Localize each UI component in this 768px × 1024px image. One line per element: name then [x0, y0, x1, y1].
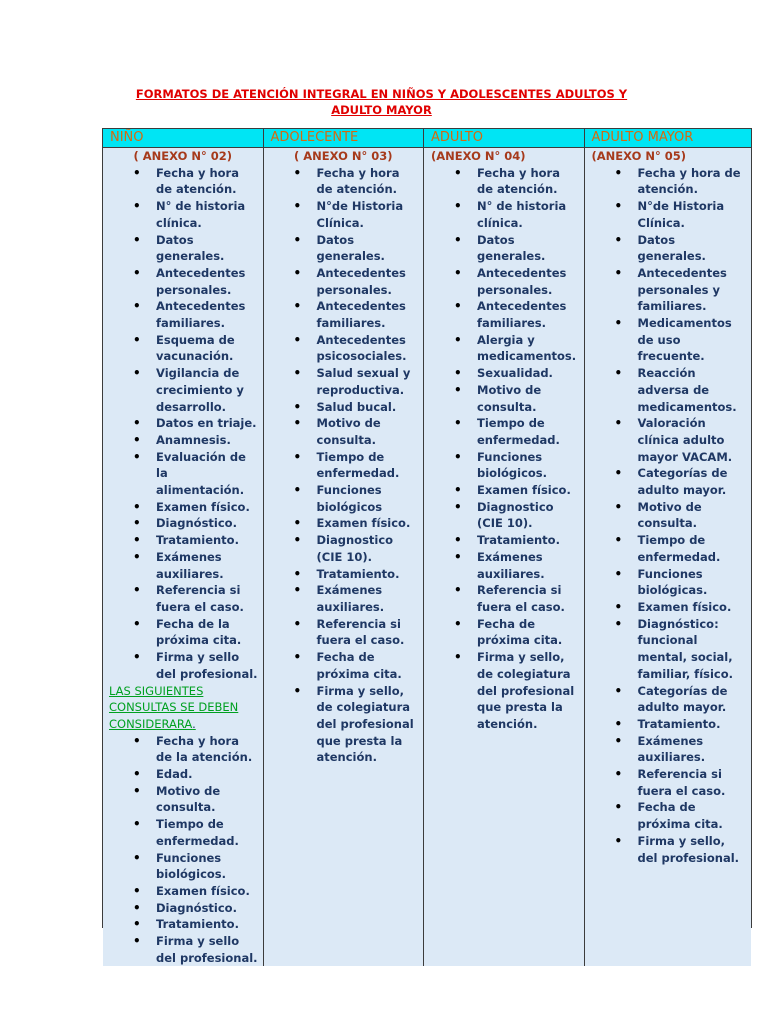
list-item: • Funciones biológicos.	[424, 449, 584, 482]
list-item: • Examen físico.	[585, 599, 751, 616]
list-item: • Antecedentes familiares.	[264, 298, 424, 331]
requirements-list	[264, 165, 424, 766]
list-item: • Alergia y medicamentos.	[424, 332, 584, 365]
list-item: • Fecha de la próxima cita.	[103, 616, 263, 649]
list-item: • Tratamiento.	[424, 532, 584, 549]
list-item: • Exámenes auxiliares.	[103, 549, 263, 582]
list-item: • Antecedentes familiares.	[424, 298, 584, 331]
list-item: • Diagnóstico.	[103, 900, 263, 917]
list-item: • Diagnóstico.	[103, 515, 263, 532]
list-item: • Fecha de próxima cita.	[264, 649, 424, 682]
column-adulto-mayor	[585, 148, 751, 966]
anexo-label: ( ANEXO N° 02)	[133, 149, 232, 163]
requirements-list	[424, 165, 584, 733]
list-item: • Reacción adversa de medicamentos.	[585, 365, 751, 415]
requirements-list	[103, 165, 263, 683]
list-item: • Tratamiento.	[585, 716, 751, 733]
list-item: • Exámenes auxiliares.	[264, 582, 424, 615]
list-item: • N° de historia clínica.	[424, 198, 584, 231]
title-line-1: FORMATOS DE ATENCIÓN INTEGRAL EN NIÑOS Y ADOLESCENTES ADULTOS Y	[135, 87, 628, 101]
list-item: • Tratamiento.	[103, 916, 263, 933]
column-nino	[103, 148, 264, 966]
list-item: • Exámenes auxiliares.	[424, 549, 584, 582]
list-item: • Edad.	[103, 766, 263, 783]
list-item: • Tiempo de enfermedad.	[424, 415, 584, 448]
list-item: • Datos generales.	[264, 232, 424, 265]
list-item: • Valoración clínica adulto mayor VACAM.	[585, 415, 751, 465]
list-item: • Fecha y hora de la atención.	[103, 733, 263, 766]
list-item: • Fecha y hora de atención.	[103, 165, 263, 198]
list-item: • Salud sexual y reproductiva.	[264, 365, 424, 398]
list-item: • Fecha y hora de atención.	[264, 165, 424, 198]
list-item: • Esquema de vacunación.	[103, 332, 263, 365]
list-item: • Motivo de consulta.	[585, 499, 751, 532]
formats-table	[102, 128, 752, 965]
list-item: • Tratamiento.	[103, 532, 263, 549]
list-item: • Referencia si fuera el caso.	[424, 582, 584, 615]
list-item: • Evaluación de la alimentación.	[103, 449, 263, 499]
list-item: • Tratamiento.	[264, 566, 424, 583]
list-item: • Diagnostico (CIE 10).	[424, 499, 584, 532]
list-item: • Motivo de consulta.	[264, 415, 424, 448]
list-item: • Antecedentes familiares.	[103, 298, 263, 331]
list-item: • Examen físico.	[264, 515, 424, 532]
header-adolecente: ADOLECENTE	[264, 129, 425, 147]
list-item: • Antecedentes psicosociales.	[264, 332, 424, 365]
list-item: • Funciones biológicos	[264, 482, 424, 515]
list-item: • Funciones biológicos.	[103, 850, 263, 883]
list-item: • Tiempo de enfermedad.	[585, 532, 751, 565]
list-item: • Firma y sello, del profesional.	[585, 833, 751, 866]
header-adulto: ADULTO	[424, 129, 585, 147]
list-item: • Firma y sello, de colegiatura del profesional que presta la atención.	[424, 649, 584, 733]
anexo-label: ( ANEXO N° 03)	[293, 149, 393, 163]
list-item: • Motivo de consulta.	[424, 382, 584, 415]
list-item: • Categorías de adulto mayor.	[585, 465, 751, 498]
list-item: • Antecedentes personales.	[103, 265, 263, 298]
list-item: • Medicamentos de uso frecuente.	[585, 315, 751, 365]
header-nino: NIÑO	[103, 129, 264, 147]
header-adulto-mayor: ADULTO MAYOR	[591, 130, 694, 145]
anexo-label: (ANEXO N° 04)	[431, 149, 526, 163]
note-label: LAS SIGUIENTES CONSULTAS SE DEBEN CONSIDERARA	[109, 683, 239, 731]
list-item: • Referencia si fuera el caso.	[585, 766, 751, 799]
list-item: • Fecha y hora de atención.	[424, 165, 584, 198]
list-item: • Motivo de consulta.	[103, 783, 263, 816]
list-item: • Tiempo de enfermedad.	[103, 816, 263, 849]
list-item: • Salud bucal.	[264, 399, 424, 416]
list-item: • Datos en triaje.	[103, 415, 263, 432]
list-item: • Examen físico.	[103, 499, 263, 516]
list-item: • Referencia si fuera el caso.	[103, 582, 263, 615]
list-item: • Fecha de próxima cita.	[424, 616, 584, 649]
list-item: • Referencia si fuera el caso.	[264, 616, 424, 649]
column-adulto	[424, 148, 585, 966]
list-item: • Datos generales.	[585, 232, 751, 265]
list-item: • Sexualidad.	[424, 365, 584, 382]
list-item: • Datos generales.	[103, 232, 263, 265]
consultation-list	[103, 733, 263, 967]
column-adolecente	[264, 148, 425, 966]
list-item: • Exámenes auxiliares.	[585, 733, 751, 766]
list-item: • Categorías de adulto mayor.	[585, 683, 751, 716]
list-item: • N°de Historia Clínica.	[264, 198, 424, 231]
document-title	[100, 86, 663, 118]
anexo-label: (ANEXO N° 05)	[591, 149, 687, 163]
list-item: • Funciones biológicas.	[585, 566, 751, 599]
list-item: • Diagnóstico: funcional mental, social, familiar, físico.	[585, 616, 751, 683]
list-item: • Datos generales.	[424, 232, 584, 265]
list-item: • Vigilancia de crecimiento y desarrollo.	[103, 365, 263, 415]
list-item: • Anamnesis.	[103, 432, 263, 449]
list-item: • Fecha de próxima cita.	[585, 799, 751, 832]
title-line-2: ADULTO MAYOR	[331, 103, 432, 117]
list-item: • Diagnostico (CIE 10).	[264, 532, 424, 565]
list-item: • Firma y sello, de colegiatura del profesional que presta la atención.	[264, 683, 424, 767]
list-item: • Antecedentes personales.	[264, 265, 424, 298]
table-header-row	[103, 129, 751, 148]
list-item: • Antecedentes personales y familiares.	[585, 265, 751, 315]
list-item: • Fecha y hora de atención.	[585, 165, 751, 198]
note-text	[103, 683, 263, 733]
table-body-row	[103, 148, 751, 966]
list-item: • Examen físico.	[424, 482, 584, 499]
list-item: • Tiempo de enfermedad.	[264, 449, 424, 482]
list-item: • Antecedentes personales.	[424, 265, 584, 298]
list-item: • Examen físico.	[103, 883, 263, 900]
note-period: .	[192, 716, 196, 731]
list-item: • N°de Historia Clínica.	[585, 198, 751, 231]
list-item: • N° de historia clínica.	[103, 198, 263, 231]
list-item: • Firma y sello del profesional.	[103, 933, 263, 966]
list-item: • Firma y sello del profesional.	[103, 649, 263, 682]
requirements-list	[585, 165, 751, 867]
